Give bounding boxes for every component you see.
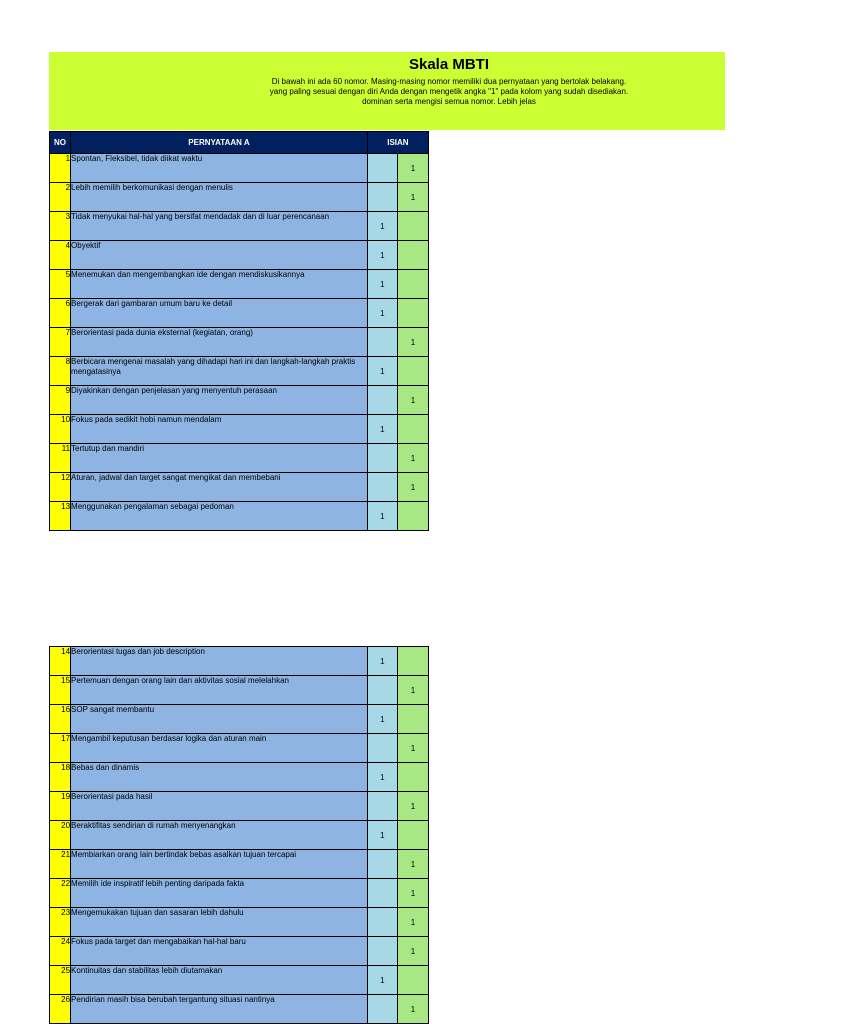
row-number: 22 [50, 879, 71, 908]
row-number: 8 [50, 357, 71, 386]
table-row [50, 937, 429, 966]
row-number: 20 [50, 821, 71, 850]
statement-table-1 [49, 131, 429, 531]
instructions-line-3: dominan serta mengisi semua nomor. Lebih jelas [362, 97, 536, 106]
answer-cell-a[interactable]: 1 [367, 357, 397, 386]
statement-text: Bebas dan dinamis [71, 763, 368, 792]
row-number: 24 [50, 937, 71, 966]
answer-cell-b[interactable]: 1 [397, 937, 428, 966]
row-number: 1 [50, 154, 71, 183]
answer-cell-b[interactable]: 1 [397, 676, 428, 705]
table-row [50, 328, 429, 357]
answer-cell-b[interactable]: 1 [397, 908, 428, 937]
answer-cell-a[interactable] [367, 676, 397, 705]
answer-cell-b[interactable] [397, 821, 428, 850]
table-row [50, 908, 429, 937]
row-number: 5 [50, 270, 71, 299]
answer-cell-a[interactable] [367, 908, 397, 937]
table-header-row [50, 132, 429, 154]
answer-cell-b[interactable]: 1 [397, 386, 428, 415]
answer-cell-a[interactable] [367, 879, 397, 908]
statement-text: Diyakinkan dengan penjelasan yang menyentuh perasaan [71, 386, 368, 415]
answer-cell-b[interactable] [397, 212, 428, 241]
table-row [50, 473, 429, 502]
answer-cell-b[interactable]: 1 [397, 473, 428, 502]
statement-table-2 [49, 646, 429, 1024]
answer-cell-b[interactable]: 1 [397, 183, 428, 212]
answer-cell-a[interactable] [367, 734, 397, 763]
answer-cell-a[interactable]: 1 [367, 502, 397, 531]
answer-cell-a[interactable] [367, 328, 397, 357]
answer-cell-b[interactable]: 1 [397, 444, 428, 473]
answer-cell-a[interactable] [367, 444, 397, 473]
statement-text: Berorientasi pada dunia eksternal (kegiatan, orang) [71, 328, 368, 357]
answer-cell-a[interactable]: 1 [367, 763, 397, 792]
row-number: 2 [50, 183, 71, 212]
table-row [50, 299, 429, 328]
statement-text: SOP sangat membantu [71, 705, 368, 734]
header-no: NO [50, 132, 71, 154]
statement-text: Menemukan dan mengembangkan ide dengan mendiskusikannya [71, 270, 368, 299]
statement-text: Mengambil keputusan berdasar logika dan aturan main [71, 734, 368, 763]
answer-cell-a[interactable] [367, 154, 397, 183]
row-number: 9 [50, 386, 71, 415]
table-row [50, 241, 429, 270]
answer-cell-b[interactable] [397, 763, 428, 792]
table-row [50, 212, 429, 241]
row-number: 12 [50, 473, 71, 502]
answer-cell-a[interactable]: 1 [367, 270, 397, 299]
row-number: 21 [50, 850, 71, 879]
statement-text: Membiarkan orang lain bertindak bebas asalkan tujuan tercapai [71, 850, 368, 879]
row-number: 16 [50, 705, 71, 734]
header-answer: ISIAN [367, 132, 428, 154]
table-row [50, 444, 429, 473]
statement-text: Spontan, Fleksibel, tidak diikat waktu [71, 154, 368, 183]
statement-text: Fokus pada target dan mengabaikan hal-hal baru [71, 937, 368, 966]
answer-cell-a[interactable] [367, 937, 397, 966]
row-number: 4 [50, 241, 71, 270]
answer-cell-a[interactable]: 1 [367, 212, 397, 241]
table-row [50, 821, 429, 850]
table-row [50, 357, 429, 386]
table-row [50, 995, 429, 1024]
row-number: 11 [50, 444, 71, 473]
statement-text: Berorientasi tugas dan job description [71, 647, 368, 676]
row-number: 19 [50, 792, 71, 821]
table-row [50, 879, 429, 908]
answer-cell-b[interactable]: 1 [397, 879, 428, 908]
statement-text: Obyektif [71, 241, 368, 270]
table-row [50, 850, 429, 879]
answer-cell-a[interactable]: 1 [367, 241, 397, 270]
statement-text: Kontinuitas dan stabilitas lebih diutamakan [71, 966, 368, 995]
answer-cell-a[interactable] [367, 995, 397, 1024]
answer-cell-b[interactable] [397, 502, 428, 531]
answer-cell-b[interactable] [397, 966, 428, 995]
statement-text: Bergerak dari gambaran umum baru ke detail [71, 299, 368, 328]
row-number: 18 [50, 763, 71, 792]
statement-text: Menggunakan pengalaman sebagai pedoman [71, 502, 368, 531]
table-row [50, 386, 429, 415]
answer-cell-a[interactable] [367, 183, 397, 212]
statement-text: Mengemukakan tujuan dan sasaran lebih dahulu [71, 908, 368, 937]
statement-text: Tidak menyukai hal-hal yang bersifat mendadak dan di luar perencanaan [71, 212, 368, 241]
row-number: 17 [50, 734, 71, 763]
table-row [50, 183, 429, 212]
row-number: 14 [50, 647, 71, 676]
answer-cell-b[interactable] [397, 705, 428, 734]
header-statement: PERNYATAAN A [71, 132, 368, 154]
row-number: 7 [50, 328, 71, 357]
statement-text: Beraktifitas sendirian di rumah menyenangkan [71, 821, 368, 850]
answer-cell-b[interactable]: 1 [397, 792, 428, 821]
answer-cell-a[interactable]: 1 [367, 966, 397, 995]
answer-cell-b[interactable] [397, 270, 428, 299]
statement-text: Tertutup dan mandiri [71, 444, 368, 473]
answer-cell-b[interactable] [397, 415, 428, 444]
answer-cell-b[interactable]: 1 [397, 328, 428, 357]
table-row [50, 734, 429, 763]
answer-cell-b[interactable] [397, 241, 428, 270]
table-row [50, 792, 429, 821]
instructions-line-2: yang paling sesuai dengan diri Anda dengan mengetik angka "1" pada kolom yang sudah disediakan. [269, 87, 629, 96]
row-number: 13 [50, 502, 71, 531]
answer-cell-b[interactable]: 1 [397, 995, 428, 1024]
row-number: 3 [50, 212, 71, 241]
table-row [50, 154, 429, 183]
answer-cell-a[interactable] [367, 473, 397, 502]
answer-cell-a[interactable] [367, 792, 397, 821]
row-number: 6 [50, 299, 71, 328]
statement-text: Aturan, jadwal dan target sangat mengikat dan membebani [71, 473, 368, 502]
answer-cell-b[interactable] [397, 299, 428, 328]
answer-cell-b[interactable] [397, 357, 428, 386]
table-row [50, 966, 429, 995]
answer-cell-b[interactable]: 1 [397, 734, 428, 763]
answer-cell-b[interactable]: 1 [397, 154, 428, 183]
row-number: 26 [50, 995, 71, 1024]
answer-cell-a[interactable]: 1 [367, 299, 397, 328]
statement-text: Lebih memilih berkomunikasi dengan menulis [71, 183, 368, 212]
row-number: 10 [50, 415, 71, 444]
answer-cell-a[interactable] [367, 850, 397, 879]
answer-cell-a[interactable]: 1 [367, 705, 397, 734]
answer-cell-a[interactable]: 1 [367, 821, 397, 850]
table-row [50, 415, 429, 444]
instructions-line-1: Di bawah ini ada 60 nomor. Masing-masing nomor memiliki dua pernyataan yang bertolak belakang. [271, 77, 627, 86]
statement-text: Berorientasi pada hasil [71, 792, 368, 821]
statement-text: Berbicara mengenai masalah yang dihadapi hari ini dan langkah-langkah praktis mengatasinya [71, 357, 368, 386]
header-banner [49, 52, 725, 130]
row-number: 25 [50, 966, 71, 995]
row-number: 15 [50, 676, 71, 705]
instructions-text [49, 77, 849, 107]
row-number: 23 [50, 908, 71, 937]
answer-cell-a[interactable]: 1 [367, 415, 397, 444]
statement-text: Memilih ide inspiratif lebih penting daripada fakta [71, 879, 368, 908]
answer-cell-b[interactable]: 1 [397, 850, 428, 879]
table-row [50, 502, 429, 531]
table-row [50, 676, 429, 705]
table-row [50, 270, 429, 299]
statement-text: Pendirian masih bisa berubah tergantung situasi nantinya [71, 995, 368, 1024]
table-row [50, 705, 429, 734]
table-row [50, 763, 429, 792]
statement-text: Pertemuan dengan orang lain dan aktivitas sosial melelahkan [71, 676, 368, 705]
answer-cell-a[interactable] [367, 386, 397, 415]
answer-cell-a[interactable]: 1 [367, 647, 397, 676]
statement-text: Fokus pada sedikit hobi namun mendalam [71, 415, 368, 444]
answer-cell-b[interactable] [397, 647, 428, 676]
banner-visible-area [49, 52, 629, 130]
page-title: Skala MBTI [408, 56, 490, 73]
table-row [50, 647, 429, 676]
